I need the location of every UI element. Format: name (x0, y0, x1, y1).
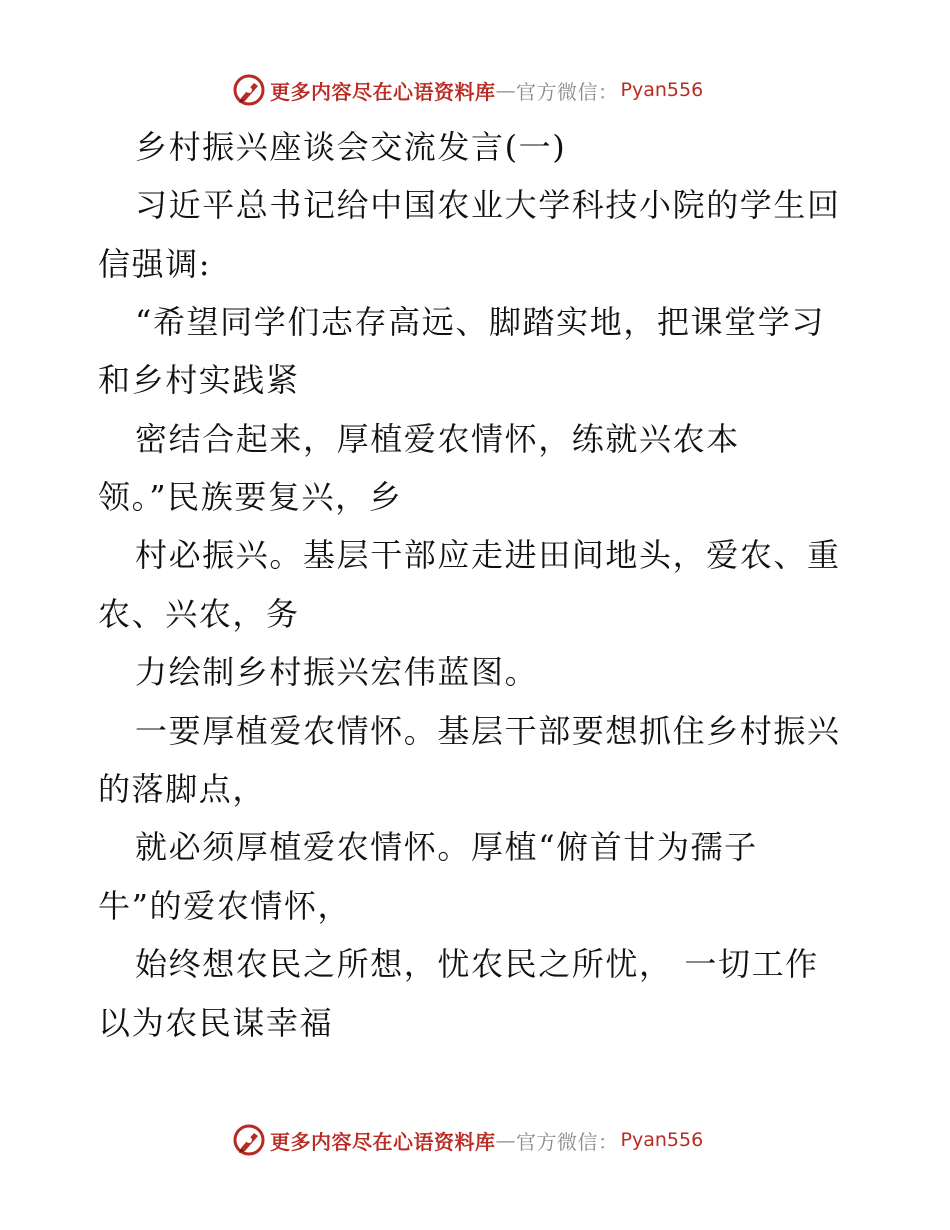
header-banner-official: 官方微信： (516, 79, 619, 104)
paragraph-line: 力绘制乡村振兴宏伟蓝图。 (135, 653, 539, 691)
paragraph-line: 村必振兴。基层干部应走进田间地头，爱农、重 (135, 536, 841, 574)
footer-banner-dash: — (495, 1128, 516, 1152)
footer-banner-title: 更多内容尽在心语资料库 (270, 1129, 496, 1154)
pen-logo-icon (232, 73, 266, 107)
paragraph-line: 就必须厚植爱农情怀。厚植“俯首甘为孺子 (135, 828, 758, 866)
paragraph-line: 领。”民族要复兴，乡 (98, 478, 403, 516)
document-title: 乡村振兴座谈会交流发言(一) (135, 128, 567, 166)
header-banner-title: 更多内容尽在心语资料库 (270, 79, 496, 104)
paragraph-line: 牛”的爱农情怀， (98, 887, 352, 925)
header-banner (232, 72, 703, 108)
footer-banner-official: 官方微信： (516, 1129, 619, 1154)
paragraph-line: 和乡村实践紧 (98, 361, 300, 399)
paragraph-line: 密结合起来，厚植爱农情怀，练就兴农本 (135, 420, 740, 458)
paragraph-line: “希望同学们志存高远、脚踏实地，把课堂学习 (135, 303, 825, 341)
header-banner-contact: Pyan556 (620, 79, 704, 101)
paragraph-line: 的落脚点， (98, 770, 267, 808)
paragraph-line: 信强调: (98, 245, 212, 283)
paragraph-line: 始终想农民之所想，忧农民之所忧， 一切工作 (135, 945, 819, 983)
footer-banner-contact: Pyan556 (620, 1129, 704, 1151)
paragraph-line: 一要厚植爱农情怀。基层干部要想抓住乡村振兴 (135, 712, 841, 750)
header-banner-dash: — (495, 78, 516, 102)
paragraph-line: 以为农民谋幸福 (98, 1004, 334, 1042)
paragraph-line: 习近平总书记给中国农业大学科技小院的学生回 (135, 186, 841, 224)
pen-logo-icon (232, 1123, 266, 1157)
paragraph-line: 农、兴农，务 (98, 595, 300, 633)
footer-banner (232, 1122, 703, 1158)
